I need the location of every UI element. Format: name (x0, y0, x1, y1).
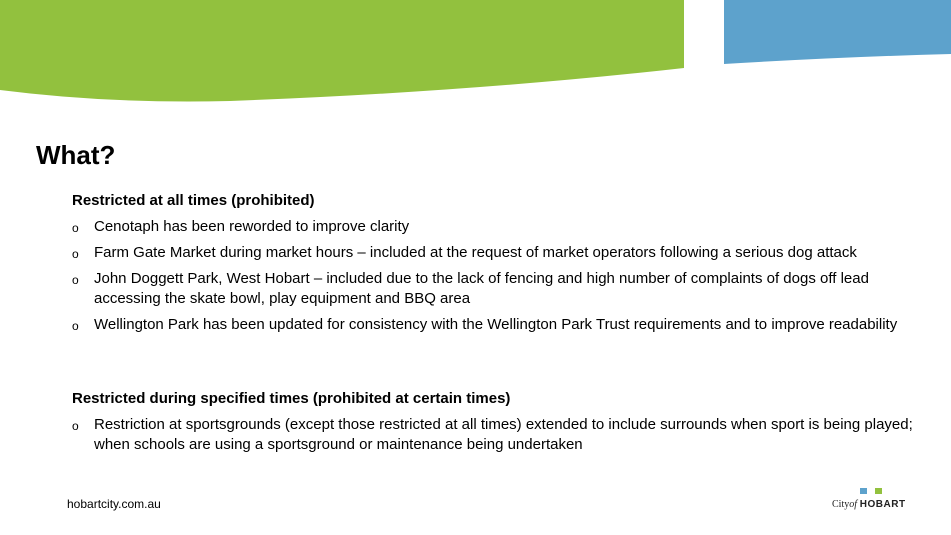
bullet-icon: o (72, 221, 79, 235)
list-item: o John Doggett Park, West Hobart – included due to the lack of fencing and high number of complaints of dogs off lead accessing the skate bowl, play equipment and BBQ area (72, 270, 869, 307)
bullet-icon: o (72, 419, 79, 433)
list-item: o Cenotaph has been reworded to improve clarity (72, 217, 922, 237)
list-item: o Wellington Park has been updated for consistency with the Wellington Park Trust requirements and to improve readability (72, 315, 922, 335)
bullet-icon: o (72, 273, 79, 287)
section-heading-specified-times: Restricted during specified times (prohibited at certain times) (72, 390, 511, 407)
page-title: What? (36, 140, 116, 170)
blue-banner-shape (724, 0, 951, 64)
footer-url: hobartcity.com.au (67, 497, 161, 511)
logo-text: Cityof HOBART (832, 499, 906, 510)
city-of-hobart-logo (832, 488, 912, 514)
green-banner-shape (0, 0, 684, 102)
section-heading-all-times: Restricted at all times (prohibited) (72, 192, 315, 209)
bullet-list-specified-times (72, 415, 922, 461)
logo-blue-square-icon (860, 488, 867, 494)
bullet-icon: o (72, 319, 79, 333)
list-item: o Farm Gate Market during market hours – included at the request of market operators following a serious dog attack (72, 243, 922, 263)
bullet-list-all-times (72, 217, 922, 341)
bullet-icon: o (72, 247, 79, 261)
list-item: o Restriction at sportsgrounds (except those restricted at all times) extended to include surrounds when sport is being played; when schools are using a sportsground or maintenance being undertaken (72, 416, 913, 453)
logo-green-square-icon (875, 488, 882, 494)
header-banner (0, 0, 951, 110)
